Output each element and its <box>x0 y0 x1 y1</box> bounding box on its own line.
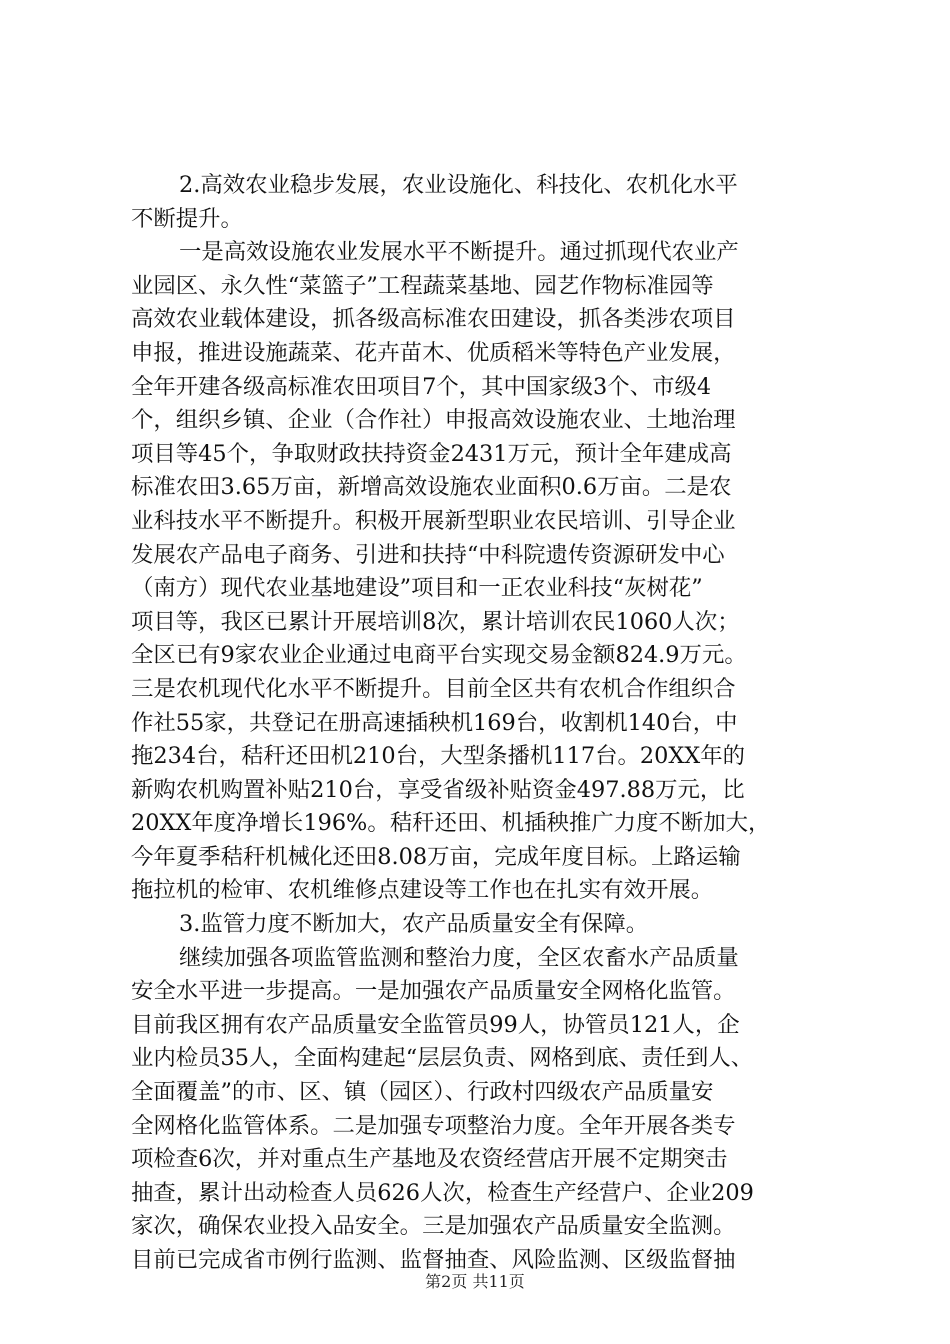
text-line: 目前已完成省市例行监测、监督抽查、风险监测、区级监督抽 <box>131 1247 736 1273</box>
text-line: 发展农产品电子商务、引进和扶持“中科院遗传资源研发中心 <box>131 541 725 568</box>
text-line: 20XX年度净增长196%。秸秆还田、机插秧推广力度不断加大， <box>131 810 771 837</box>
text-line: 全年开建各级高标准农田项目7个，其中国家级3个、市级4 <box>131 373 712 400</box>
text-line: 业内检员35人，全面构建起“层层负责、网格到底、责任到人、 <box>131 1045 754 1072</box>
paragraph-start-line: 继续加强各项监管监测和整治力度，全区农畜水产品质量 <box>179 944 739 971</box>
text-line: （南方）现代农业基地建设”项目和一正农业科技“灰树花” <box>131 575 703 602</box>
text-line: 家次，确保农业投入品安全。三是加强农产品质量安全监测。 <box>131 1213 736 1240</box>
text-line: 今年夏季秸秆机械化还田8.08万亩，完成年度目标。上路运输 <box>131 843 741 870</box>
text-line: 全区已有9家农业企业通过电商平台实现交易金额824.9万元。 <box>131 642 747 669</box>
text-line: 拖234台，秸秆还田机210台，大型条播机117台。20XX年的 <box>131 743 746 770</box>
text-line: 新购农机购置补贴210台，享受省级补贴资金497.88万元，比 <box>131 776 745 803</box>
text-line: 全网格化监管体系。二是加强专项整治力度。全年开展各类专 <box>131 1112 736 1139</box>
text-line: 全面覆盖”的市、区、镇（园区）、行政村四级农产品质量安 <box>131 1079 714 1106</box>
text-line: 项目等45个，争取财政扶持资金2431万元，预计全年建成高 <box>131 440 732 467</box>
text-line: 拖拉机的检审、农机维修点建设等工作也在扎实有效开展。 <box>131 877 714 904</box>
heading-line: 3.监管力度不断加大，农产品质量安全有保障。 <box>179 911 649 938</box>
text-line: 项目等，我区已累计开展培训8次，累计培训农民1060人次； <box>131 608 740 635</box>
text-line: 安全水平进一步提高。一是加强农产品质量安全网格化监管。 <box>131 978 736 1005</box>
text-line: 三是农机现代化水平不断提升。目前全区共有农机合作组织合 <box>131 675 736 702</box>
text-line: 标准农田3.65万亩，新增高效设施农业面积0.6万亩。二是农 <box>131 474 732 501</box>
text-line: 不断提升。 <box>131 205 243 232</box>
text-line: 个，组织乡镇、企业（合作社）申报高效设施农业、土地治理 <box>131 407 736 434</box>
text-line: 高效农业载体建设，抓各级高标准农田建设，抓各类涉农项目 <box>131 306 736 333</box>
page-number-footer: 第2页 共11页 <box>425 1272 525 1291</box>
text-line: 申报，推进设施蔬菜、花卉苗木、优质稻米等特色产业发展， <box>131 339 736 366</box>
document-body <box>131 169 831 1278</box>
text-line: 目前我区拥有农产品质量安全监管员99人，协管员121人，企 <box>131 1011 740 1038</box>
paragraph-start-line: 一是高效设施农业发展水平不断提升。通过抓现代农业产 <box>179 239 739 266</box>
text-line: 抽查，累计出动检查人员626人次，检查生产经营户、企业209 <box>131 1179 754 1206</box>
text-line: 项检查6次，并对重点生产基地及农资经营店开展不定期突击 <box>131 1146 728 1173</box>
text-line: 业科技水平不断提升。积极开展新型职业农民培训、引导企业 <box>131 507 736 534</box>
text-line: 业园区、永久性“菜篮子”工程蔬菜基地、园艺作物标准园等 <box>131 272 714 299</box>
text-line: 作社55家，共登记在册高速插秧机169台，收割机140台，中 <box>131 709 738 736</box>
heading-line: 2.高效农业稳步发展，农业设施化、科技化、农机化水平 <box>179 172 738 198</box>
